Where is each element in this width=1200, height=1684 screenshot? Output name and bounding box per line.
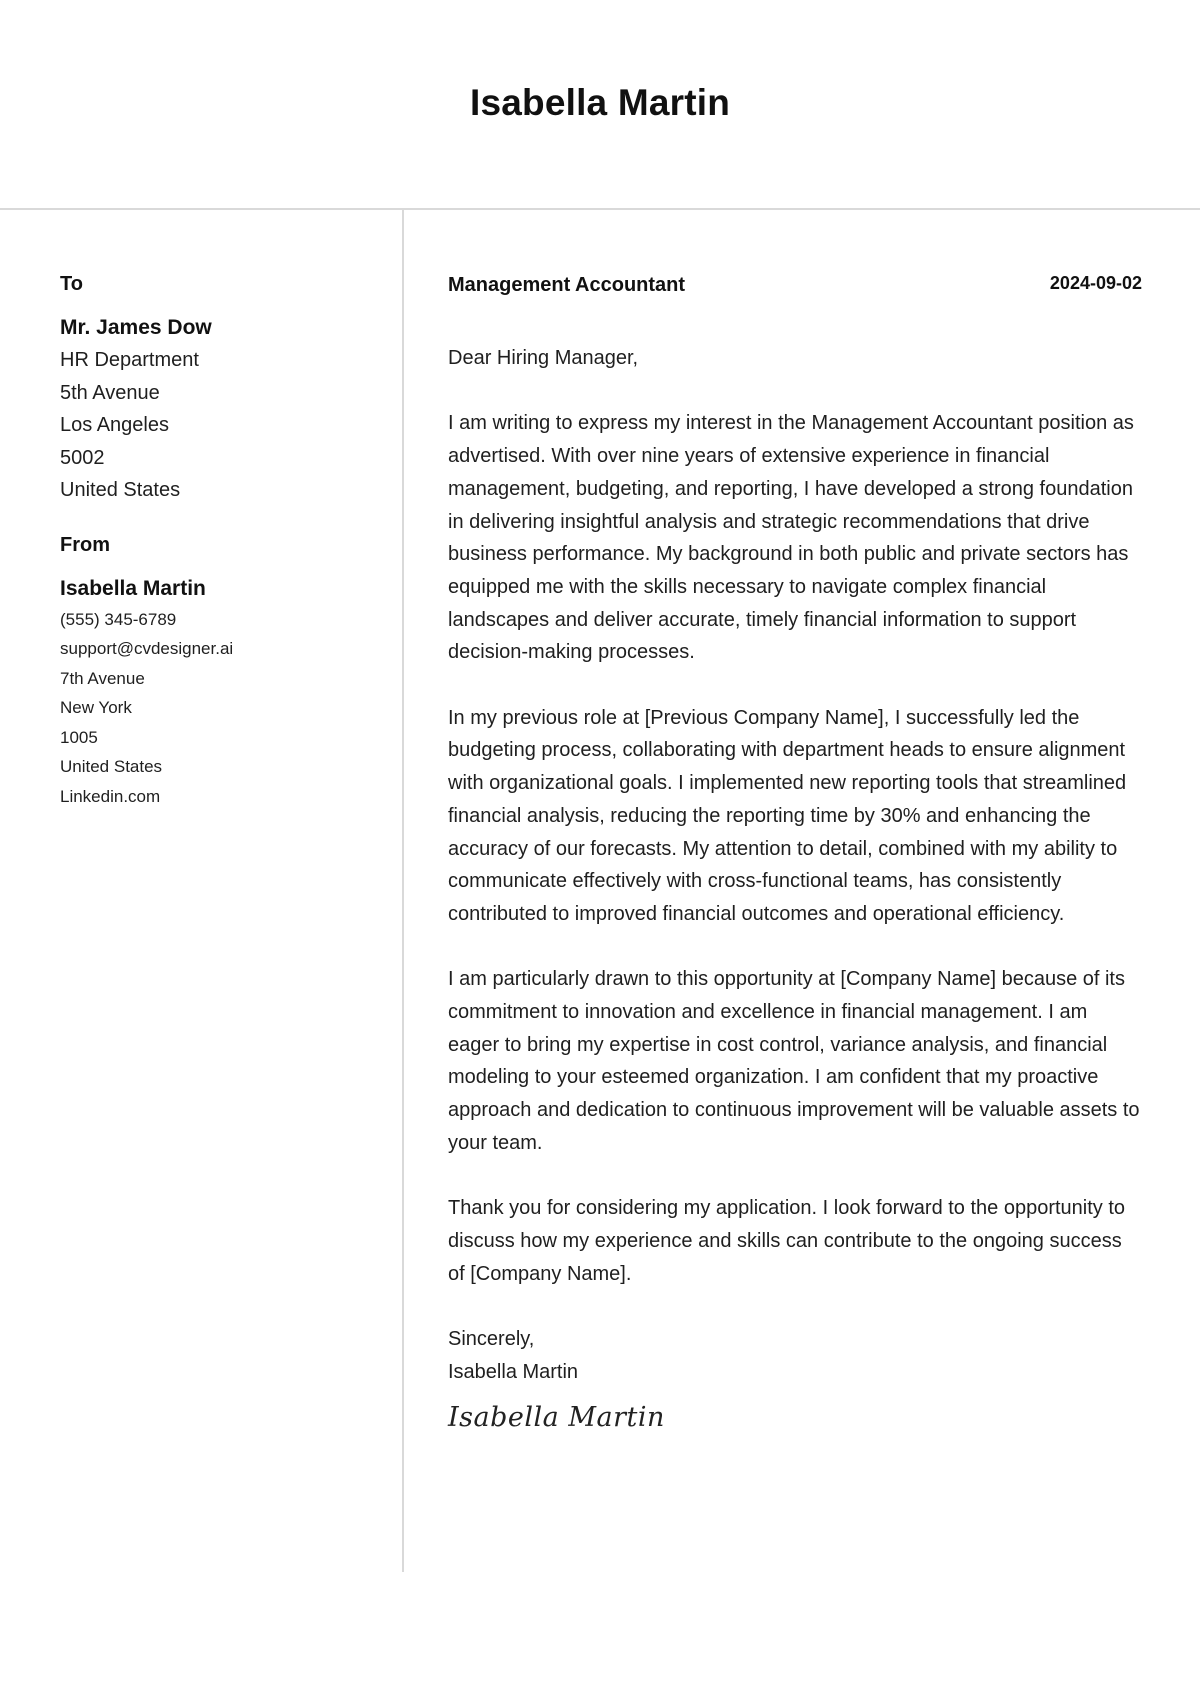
letter-body — [448, 342, 1142, 1290]
closing-name: Isabella Martin — [448, 1360, 579, 1383]
body-paragraph-3: I am particularly drawn to this opportunity at [Company Name] because of its commitment to innovation and excellence in financial management. I am eager to bring my expertise in cost control, variance analysis, and financial modeling to your esteemed organization. I am confident that my proactive approach and dedication to continuous improvement will be valuable assets to your team. — [448, 968, 1140, 1154]
sender-city: New York — [60, 698, 132, 717]
recipient-department: HR Department — [60, 349, 199, 371]
handwritten-signature: Isabella Martin — [448, 1402, 665, 1434]
sender-website-link[interactable]: Linkedin.com — [60, 786, 161, 806]
recipient-street: 5th Avenue — [60, 381, 160, 404]
body-paragraph-1: I am writing to express my interest in the Management Accountant position as advertised. With over nine years of extensive experience in financial management, budgeting, and reporting, I have developed a strong foundation in delivering insightful analysis and strategic recommendations that drive business performance. My background in both public and private sectors has equipped me with the skills necessary to navigate complex financial landscapes and deliver accurate, timely financial information to support decision-making processes. — [448, 412, 1134, 664]
job-title: Management Accountant — [448, 274, 686, 296]
body-paragraph-2: In my previous role at [Previous Company Name], I successfully led the budgeting process, collaborating with department heads to ensure alignment with organizational goals. I implemented new reporting tools that streamlined financial analysis, reducing the reporting time by 30% and enhancing the accuracy of our forecasts. My attention to detail, combined with my ability to communicate effectively with cross-functional teams, has consistently contributed to improved financial outcomes and operational efficiency. — [448, 706, 1127, 925]
sender-email[interactable]: support@cvdesigner.ai — [60, 639, 234, 658]
recipient-country: United States — [60, 479, 181, 501]
greeting: Dear Hiring Manager, — [448, 347, 639, 369]
sender-name: Isabella Martin — [60, 576, 206, 600]
from-section-title: From — [60, 533, 110, 556]
recipient-postal-code: 5002 — [60, 446, 105, 469]
closing: Sincerely, — [448, 1328, 535, 1351]
body-paragraph-4: Thank you for considering my application. I look forward to the opportunity to discuss how my experience and skills can contribute to the ongoing success of [Company Name]. — [448, 1197, 1126, 1285]
applicant-name-heading: Isabella Martin — [469, 82, 731, 123]
letter-date: 2024-09-02 — [1049, 273, 1142, 293]
letter-header — [0, 0, 1200, 210]
sender-postal-code: 1005 — [60, 727, 98, 747]
sender-street: 7th Avenue — [60, 668, 145, 688]
address-sidebar — [60, 268, 380, 811]
recipient-name: Mr. James Dow — [60, 316, 212, 339]
letter-main — [448, 268, 1142, 1433]
letter-meta — [448, 268, 1142, 302]
sender-phone[interactable]: (555) 345-6789 — [60, 609, 177, 629]
column-divider — [402, 210, 404, 1572]
to-section-title: To — [60, 273, 83, 295]
recipient-city: Los Angeles — [60, 414, 169, 436]
sender-country: United States — [60, 757, 163, 776]
